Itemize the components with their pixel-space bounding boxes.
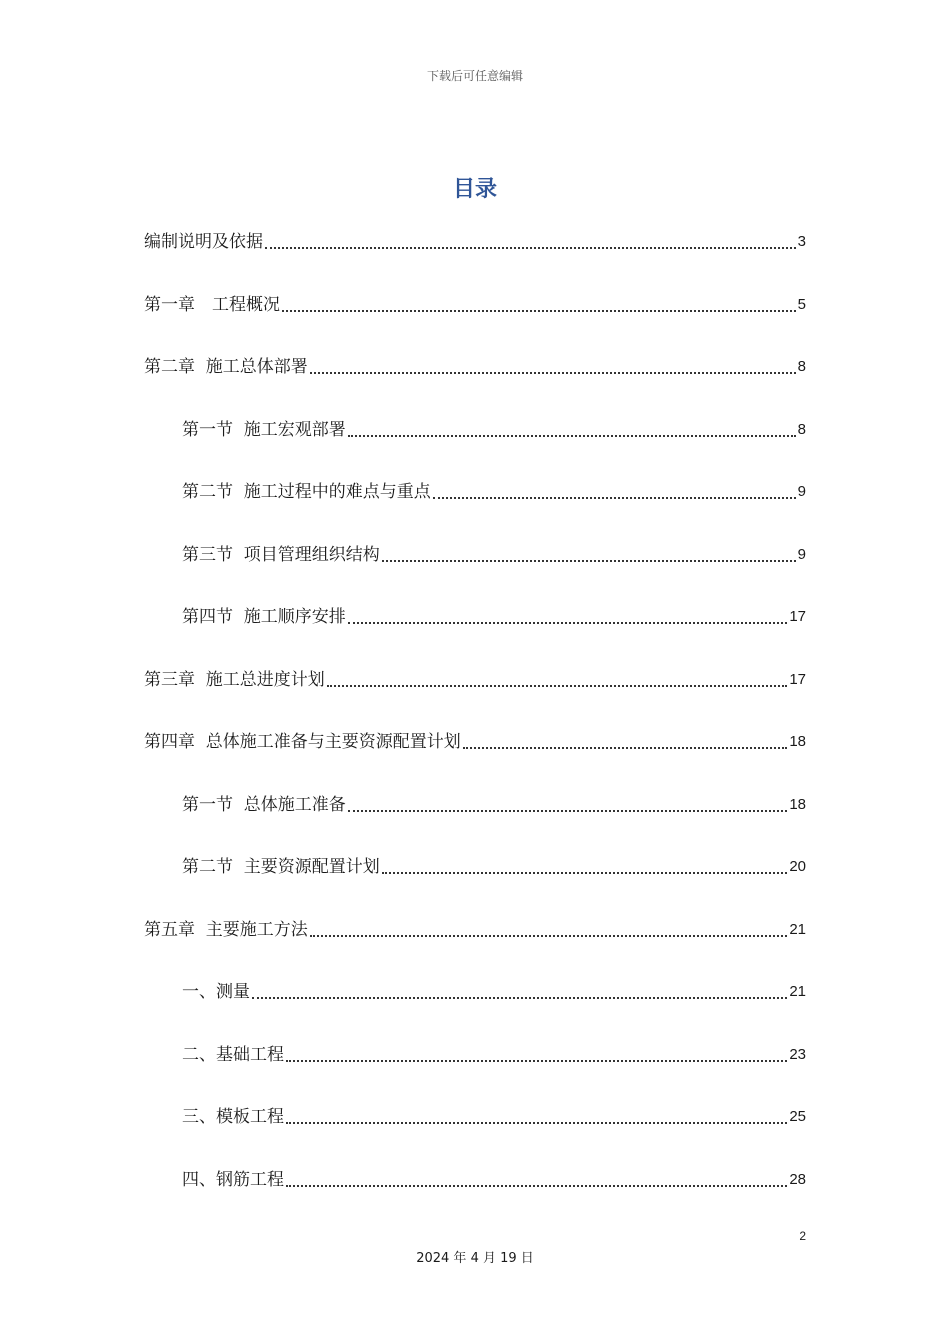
toc-dot-leader bbox=[282, 310, 796, 312]
toc-entry[interactable] bbox=[182, 417, 806, 443]
toc-entry-label: 第一节 总体施工准备 bbox=[182, 795, 346, 815]
page-number: 2 bbox=[799, 1229, 806, 1243]
toc-entry-page: 28 bbox=[789, 1171, 806, 1188]
toc-entry-page: 8 bbox=[797, 358, 806, 375]
page-header: 下载后可任意编辑 bbox=[426, 69, 523, 83]
toc-entry-page: 23 bbox=[789, 1046, 806, 1063]
toc-entry[interactable] bbox=[182, 1042, 806, 1068]
toc-entry[interactable] bbox=[182, 979, 806, 1005]
toc-dot-leader bbox=[265, 247, 796, 249]
toc-dot-leader bbox=[252, 997, 787, 999]
toc-dot-leader bbox=[286, 1122, 787, 1124]
toc-entry[interactable] bbox=[182, 1104, 806, 1130]
toc-entry[interactable] bbox=[182, 542, 806, 568]
toc-entry-page: 21 bbox=[789, 983, 806, 1000]
toc-entry-label: 第二节 主要资源配置计划 bbox=[182, 857, 380, 877]
toc-entry-page: 3 bbox=[797, 233, 806, 250]
toc-dot-leader bbox=[310, 372, 796, 374]
toc-entry-label: 第四章 总体施工准备与主要资源配置计划 bbox=[144, 732, 461, 752]
toc-entry-page: 18 bbox=[789, 733, 806, 750]
toc-entry-label: 四、钢筋工程 bbox=[182, 1170, 284, 1190]
toc-entry-label: 第一节 施工宏观部署 bbox=[182, 420, 346, 440]
toc-entry-page: 9 bbox=[797, 546, 806, 563]
toc-entry-page: 8 bbox=[797, 421, 806, 438]
toc-entry[interactable] bbox=[144, 729, 806, 755]
toc-entry-label: 二、基础工程 bbox=[182, 1045, 284, 1065]
toc-dot-leader bbox=[382, 560, 796, 562]
footer-date: 2024 年 4 月 19 日 bbox=[416, 1251, 534, 1266]
toc-entry-page: 18 bbox=[789, 796, 806, 813]
toc-entry-page: 17 bbox=[789, 671, 806, 688]
toc-dot-leader bbox=[463, 747, 788, 749]
toc-entry-label: 第四节 施工顺序安排 bbox=[182, 607, 346, 627]
toc-entry-label: 第二章 施工总体部署 bbox=[144, 357, 308, 377]
toc-entry-label: 三、模板工程 bbox=[182, 1107, 284, 1127]
toc-title: 目录 bbox=[452, 177, 497, 202]
toc-entry[interactable] bbox=[182, 792, 806, 818]
toc-dot-leader bbox=[348, 435, 796, 437]
toc-dot-leader bbox=[348, 622, 788, 624]
toc-entry-label: 编制说明及依据 bbox=[144, 232, 263, 252]
toc-entry-label: 第五章 主要施工方法 bbox=[144, 920, 308, 940]
toc-entry[interactable] bbox=[182, 1167, 806, 1193]
toc-entry-page: 21 bbox=[789, 921, 806, 938]
toc-entry-label: 第三章 施工总进度计划 bbox=[144, 670, 325, 690]
toc-dot-leader bbox=[348, 810, 788, 812]
toc-dot-leader bbox=[382, 872, 788, 874]
toc-dot-leader bbox=[327, 685, 788, 687]
toc-entry-page: 9 bbox=[797, 483, 806, 500]
toc-dot-leader bbox=[286, 1185, 787, 1187]
toc-entry[interactable] bbox=[182, 479, 806, 505]
toc-entry-label: 第二节 施工过程中的难点与重点 bbox=[182, 482, 431, 502]
toc-entry[interactable] bbox=[144, 667, 806, 693]
toc-entry-page: 17 bbox=[789, 608, 806, 625]
toc-dot-leader bbox=[433, 497, 796, 499]
toc-entry[interactable] bbox=[144, 229, 806, 255]
toc-entry-label: 一、测量 bbox=[182, 982, 250, 1002]
toc-entry-label: 第三节 项目管理组织结构 bbox=[182, 545, 380, 565]
toc-entry-label: 第一章 工程概况 bbox=[144, 295, 280, 315]
toc-entry[interactable] bbox=[144, 354, 806, 380]
toc-entry-page: 20 bbox=[789, 858, 806, 875]
toc-entry[interactable] bbox=[182, 854, 806, 880]
toc-entry[interactable] bbox=[144, 917, 806, 943]
toc-entry[interactable] bbox=[182, 604, 806, 630]
toc-dot-leader bbox=[286, 1060, 787, 1062]
toc-entry[interactable] bbox=[144, 292, 806, 318]
toc-dot-leader bbox=[310, 935, 788, 937]
toc-entry-page: 25 bbox=[789, 1108, 806, 1125]
toc-entry-page: 5 bbox=[797, 296, 806, 313]
